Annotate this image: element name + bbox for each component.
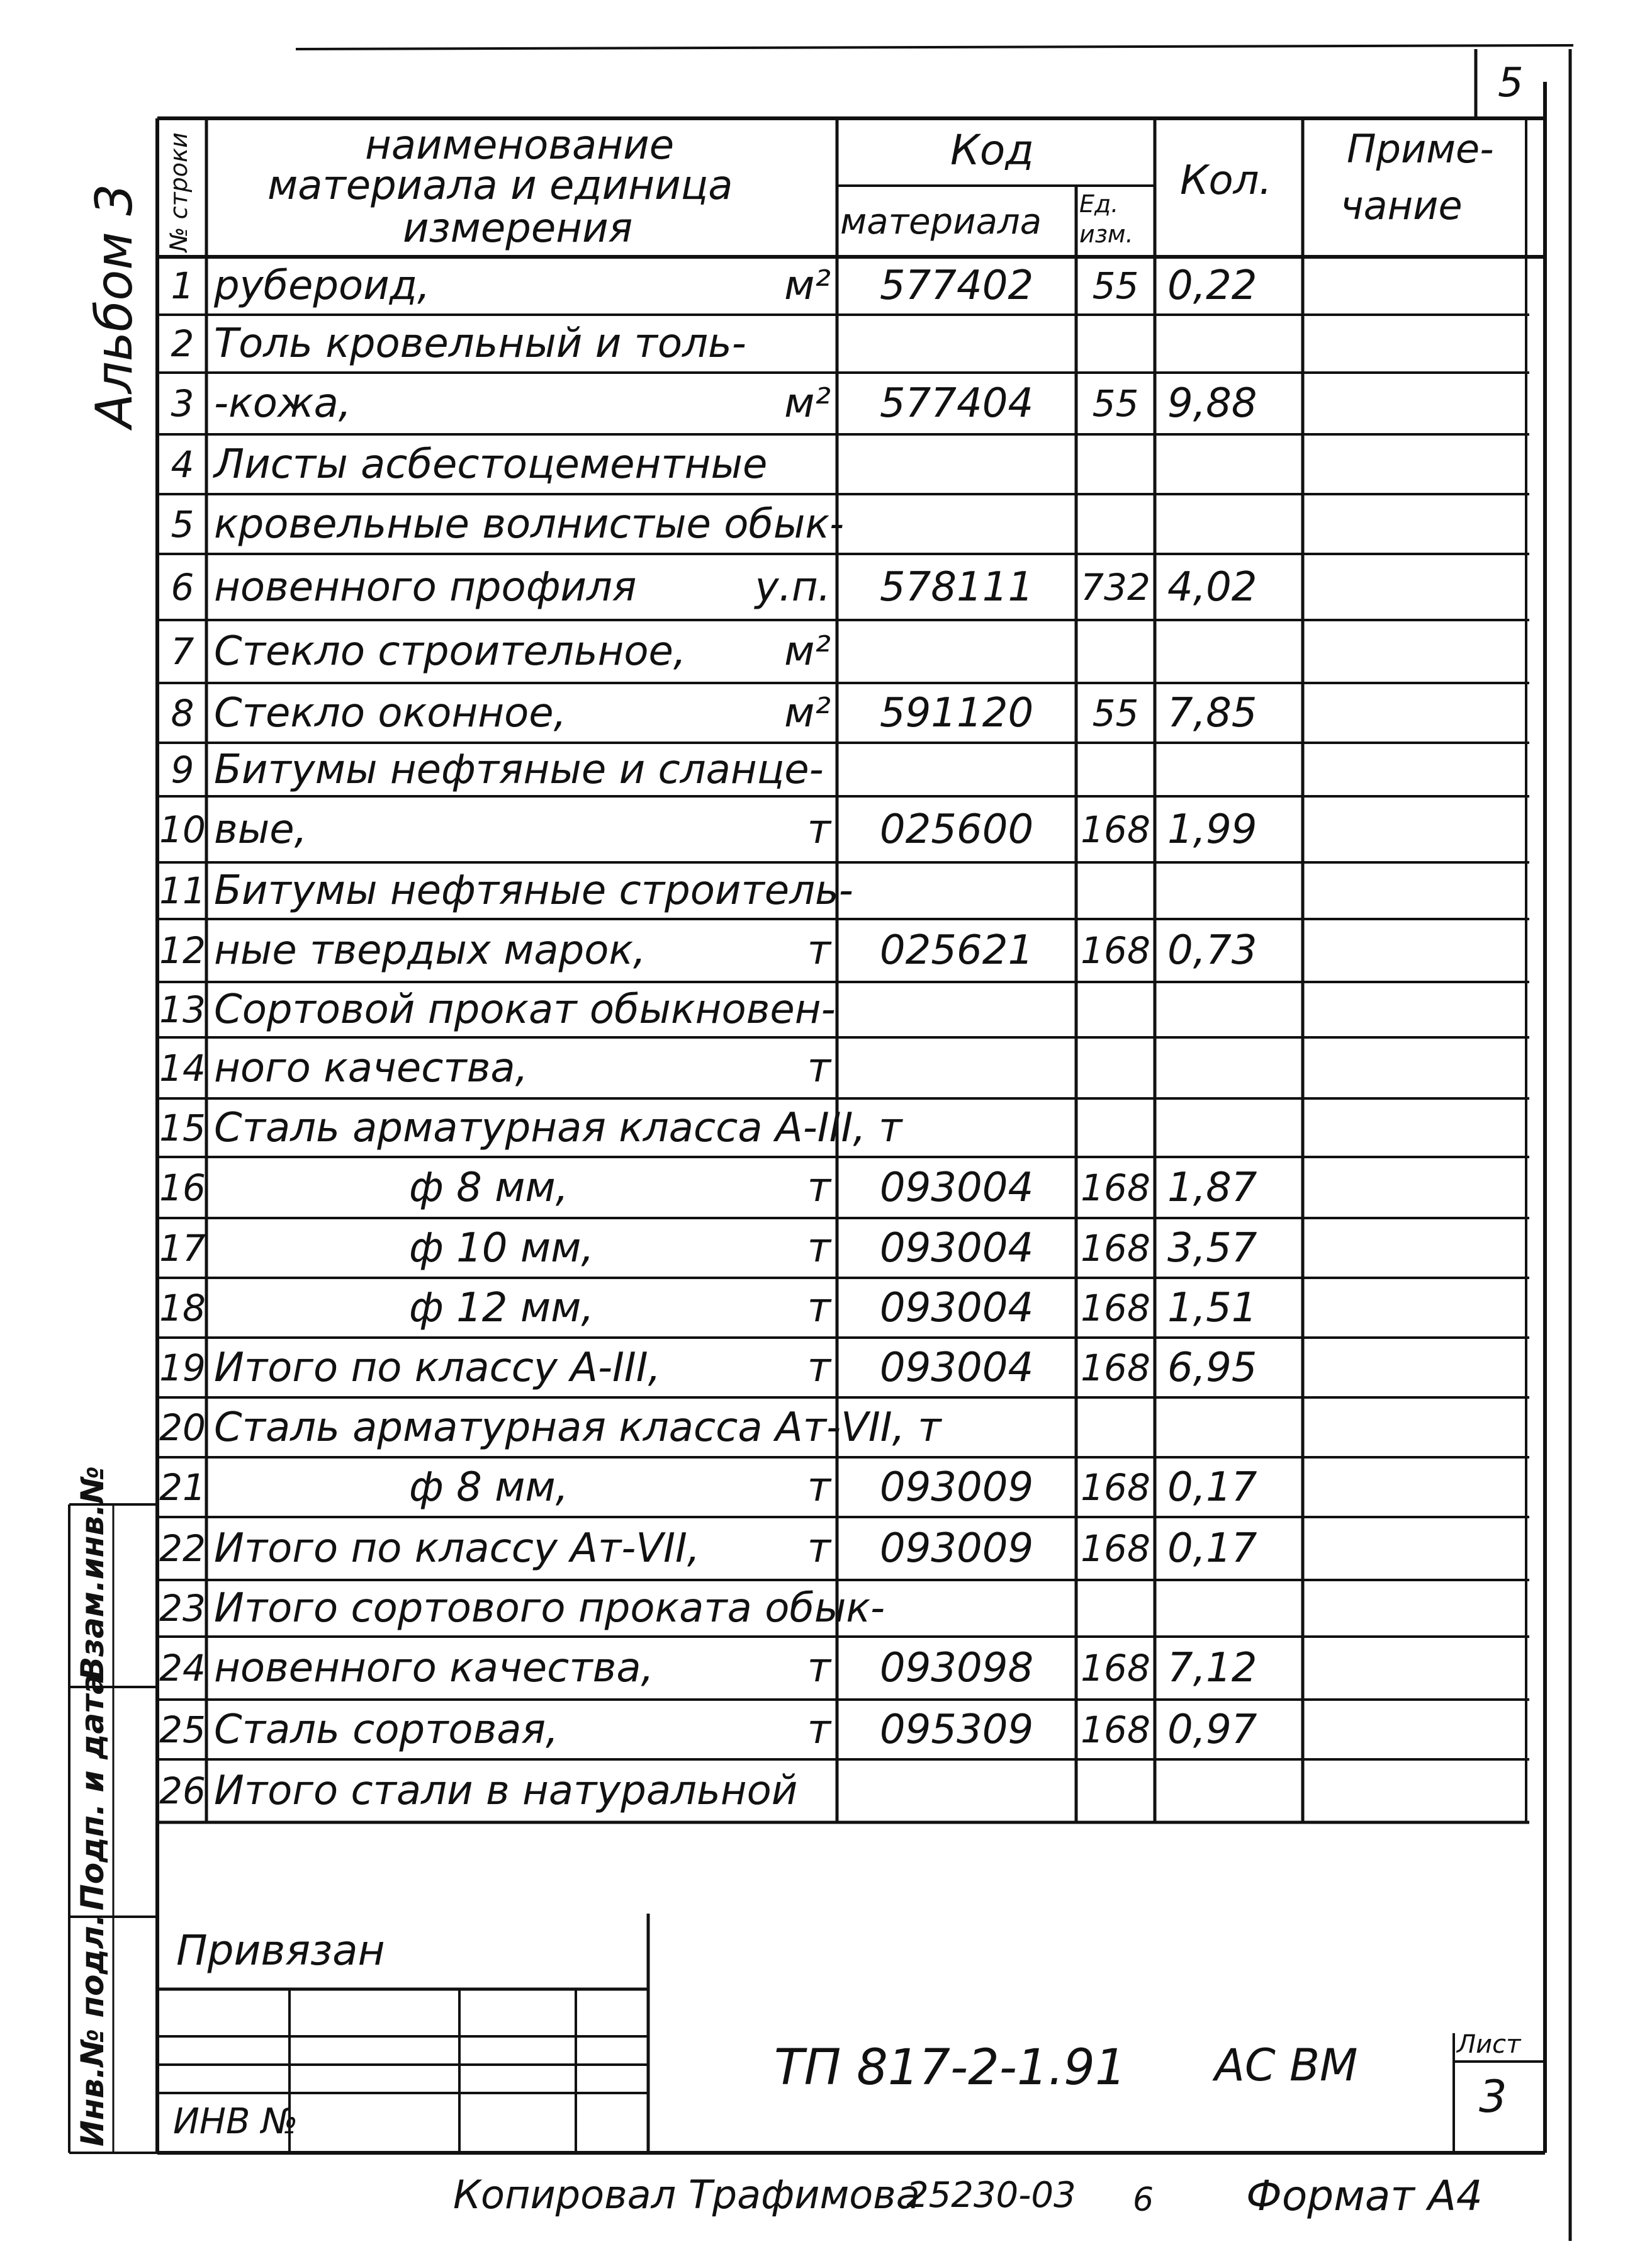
row-quantity <box>1167 620 1300 683</box>
header-name-line3: измерения <box>403 205 633 252</box>
row-material-code <box>838 620 1075 683</box>
row-unit-code: 168 <box>1081 1286 1150 1329</box>
row-unit: м² <box>784 628 831 675</box>
row-unit-code <box>1077 982 1154 1037</box>
row-name: Битумы нефтяные и сланце- <box>214 746 824 793</box>
row-unit-code: 168 <box>1081 1527 1150 1570</box>
row-name: новенного профиля <box>214 563 637 611</box>
header-qty: Кол. <box>1180 157 1272 204</box>
row-unit-code <box>1077 1397 1154 1457</box>
row-number: 3 <box>171 382 194 425</box>
row-note <box>1306 683 1523 743</box>
row-unit-code: 168 <box>1081 808 1150 851</box>
row-unit <box>717 743 831 796</box>
stamp-privyazan: Привязан <box>176 1926 385 1975</box>
row-unit-code <box>1077 743 1154 796</box>
row-material-code: 025600 <box>879 806 1034 853</box>
row-name: Итого по классу Ат-VII, <box>214 1525 700 1572</box>
row-material-code <box>838 743 1075 796</box>
row-quantity: 0,97 <box>1167 1706 1257 1753</box>
row-unit: м² <box>784 689 831 736</box>
row-material-code: 093004 <box>879 1164 1034 1211</box>
row-unit-code: 168 <box>1081 1166 1150 1209</box>
stamp-inv-no: ИНВ № <box>173 2101 298 2142</box>
row-unit: т <box>807 1464 831 1511</box>
row-material-code <box>838 434 1075 494</box>
row-unit: т <box>807 1344 831 1391</box>
row-unit-code: 55 <box>1092 264 1139 307</box>
row-quantity: 0,22 <box>1167 262 1257 309</box>
row-unit-code <box>1077 494 1154 554</box>
row-note <box>1306 373 1523 434</box>
row-name: ф 12 мм, <box>409 1284 594 1331</box>
row-quantity <box>1167 1580 1300 1637</box>
row-number: 25 <box>159 1708 206 1751</box>
row-note <box>1306 862 1523 919</box>
album-label: Альбом 3 <box>85 184 143 428</box>
row-name: вые, <box>214 806 307 853</box>
row-unit-code: 168 <box>1081 1647 1150 1690</box>
header-note-line2: чание <box>1340 183 1463 228</box>
row-unit: у.п. <box>755 563 831 611</box>
row-quantity <box>1167 1037 1300 1098</box>
row-number: 6 <box>171 565 194 609</box>
row-number: 22 <box>159 1527 206 1570</box>
row-unit: т <box>807 927 831 974</box>
row-material-code: 577402 <box>879 262 1034 309</box>
row-quantity: 7,85 <box>1167 689 1257 736</box>
row-material-code: 093098 <box>879 1645 1034 1691</box>
row-unit <box>717 982 831 1037</box>
row-unit-code <box>1077 434 1154 494</box>
row-unit: т <box>807 1044 831 1092</box>
row-note <box>1306 1338 1523 1397</box>
row-number: 23 <box>159 1587 206 1630</box>
row-name: Итого сортового проката обык- <box>214 1585 885 1632</box>
row-unit: т <box>807 1224 831 1272</box>
footer-copied-by: Копировал Трафимова <box>453 2172 920 2218</box>
row-number: 21 <box>159 1465 206 1509</box>
row-quantity <box>1167 1098 1300 1157</box>
stamp-doc-code: ТП 817-2-1.91 <box>774 2040 1127 2096</box>
row-unit-code: 168 <box>1081 1226 1150 1270</box>
row-number: 12 <box>159 929 206 972</box>
row-name: Сталь сортовая, <box>214 1706 559 1753</box>
row-note <box>1306 1700 1523 1759</box>
row-unit: т <box>807 1706 831 1753</box>
row-material-code <box>838 315 1075 373</box>
row-unit-code <box>1077 1037 1154 1098</box>
row-number: 18 <box>159 1286 206 1329</box>
row-unit-code: 55 <box>1092 691 1139 735</box>
row-note <box>1306 1278 1523 1338</box>
row-note <box>1306 434 1523 494</box>
row-name: ф 8 мм, <box>409 1164 569 1211</box>
row-note <box>1306 1037 1523 1098</box>
row-number: 1 <box>171 264 194 307</box>
row-note <box>1306 1397 1523 1457</box>
header-row-no: № строки <box>165 132 193 252</box>
row-number: 16 <box>159 1166 206 1209</box>
stamp-sheet-no: 3 <box>1479 2071 1507 2123</box>
row-unit-code <box>1077 1580 1154 1637</box>
row-name: Итого стали в натуральной <box>214 1768 798 1814</box>
row-quantity: 1,99 <box>1167 806 1257 853</box>
header-code: Код <box>950 126 1034 174</box>
row-material-code: 093009 <box>879 1464 1034 1511</box>
stamp-section: АС ВМ <box>1215 2040 1358 2091</box>
row-quantity: 4,02 <box>1167 563 1257 611</box>
row-material-code <box>838 982 1075 1037</box>
row-unit-code: 168 <box>1081 929 1150 972</box>
row-note <box>1306 982 1523 1037</box>
row-number: 14 <box>159 1046 206 1090</box>
row-name: ного качества, <box>214 1044 528 1092</box>
row-note <box>1306 1517 1523 1580</box>
row-quantity <box>1167 982 1300 1037</box>
row-number: 24 <box>159 1647 206 1690</box>
row-note <box>1306 1759 1523 1822</box>
row-quantity: 3,57 <box>1167 1224 1257 1272</box>
row-unit-code: 168 <box>1081 1708 1150 1751</box>
row-material-code <box>838 1098 1075 1157</box>
row-note <box>1306 257 1523 315</box>
row-unit-code <box>1077 1759 1154 1822</box>
row-unit: т <box>807 1645 831 1691</box>
row-note <box>1306 1457 1523 1517</box>
header-note-line1: Приме- <box>1347 126 1494 172</box>
row-quantity <box>1167 1759 1300 1822</box>
row-quantity <box>1167 1397 1300 1457</box>
row-quantity: 1,87 <box>1167 1164 1257 1211</box>
row-note <box>1306 919 1523 982</box>
row-quantity: 6,95 <box>1167 1344 1257 1391</box>
row-quantity: 0,73 <box>1167 927 1257 974</box>
row-name: новенного качества, <box>214 1645 654 1691</box>
row-number: 20 <box>159 1406 206 1449</box>
page-number: 5 <box>1498 60 1524 106</box>
row-name: Стекло оконное, <box>214 689 566 736</box>
row-material-code <box>838 1037 1075 1098</box>
row-unit-code: 168 <box>1081 1465 1150 1509</box>
row-material-code <box>838 494 1075 554</box>
row-unit <box>717 1580 831 1637</box>
row-unit-code <box>1077 620 1154 683</box>
row-name: ф 10 мм, <box>409 1224 594 1272</box>
header-name-line2: материала и единица <box>267 162 733 209</box>
row-name: Сталь арматурная класса А-III, т <box>214 1104 902 1151</box>
row-note <box>1306 1098 1523 1157</box>
row-unit: м² <box>784 262 831 309</box>
row-quantity: 0,17 <box>1167 1525 1257 1572</box>
row-number: 11 <box>159 869 206 912</box>
row-unit <box>717 315 831 373</box>
row-unit: т <box>807 1164 831 1211</box>
row-name: Стекло строительное, <box>214 628 687 675</box>
row-unit: т <box>807 806 831 853</box>
row-unit-code: 168 <box>1081 1346 1150 1389</box>
row-note <box>1306 1580 1523 1637</box>
row-material-code <box>838 1759 1075 1822</box>
row-quantity <box>1167 494 1300 554</box>
row-number: 4 <box>171 443 194 486</box>
row-quantity <box>1167 743 1300 796</box>
header-name-line1: наименование <box>365 122 675 169</box>
row-unit <box>717 434 831 494</box>
row-quantity: 9,88 <box>1167 380 1257 427</box>
row-unit-code <box>1077 1098 1154 1157</box>
row-name: Сортовой прокат обыкновен- <box>214 986 836 1033</box>
row-name: ф 8 мм, <box>409 1464 569 1511</box>
row-note <box>1306 1637 1523 1700</box>
row-unit <box>717 862 831 919</box>
row-material-code: 093004 <box>879 1224 1034 1272</box>
row-number: 13 <box>159 988 206 1031</box>
row-note <box>1306 315 1523 373</box>
row-name: Толь кровельный и толь- <box>214 320 746 367</box>
row-name: -кожа, <box>214 380 352 427</box>
row-material-code <box>838 1580 1075 1637</box>
stamp-sheet-label: Лист <box>1457 2030 1521 2059</box>
row-material-code: 025621 <box>879 927 1034 974</box>
row-note <box>1306 796 1523 862</box>
row-name: кровельные волнистые обык- <box>214 500 845 548</box>
row-quantity <box>1167 434 1300 494</box>
row-name: Сталь арматурная класса Ат-VII, т <box>214 1404 941 1451</box>
row-note <box>1306 743 1523 796</box>
row-number: 9 <box>171 748 194 791</box>
row-unit <box>717 1759 831 1822</box>
row-note <box>1306 494 1523 554</box>
row-unit <box>717 494 831 554</box>
row-unit: т <box>807 1525 831 1572</box>
row-number: 8 <box>171 691 194 735</box>
row-name: рубероид, <box>214 262 430 309</box>
row-unit-code <box>1077 862 1154 919</box>
row-note <box>1306 554 1523 620</box>
row-number: 2 <box>171 322 194 365</box>
row-material-code <box>838 1397 1075 1457</box>
row-number: 15 <box>159 1106 206 1149</box>
row-unit-code: 55 <box>1092 382 1139 425</box>
row-material-code: 093009 <box>879 1525 1034 1572</box>
row-quantity: 0,17 <box>1167 1464 1257 1511</box>
margin-podp-data: Подп. и дата <box>74 1673 111 1910</box>
row-quantity <box>1167 315 1300 373</box>
row-material-code <box>838 862 1075 919</box>
row-unit-code: 732 <box>1081 565 1150 609</box>
row-material-code: 093004 <box>879 1284 1034 1331</box>
row-material-code: 591120 <box>879 689 1034 736</box>
footer-format: Формат А4 <box>1246 2172 1483 2220</box>
row-name: Итого по классу А-III, <box>214 1344 661 1391</box>
footer-mark: 6 <box>1133 2181 1154 2219</box>
row-name: Листы асбестоцементные <box>214 441 768 488</box>
row-note <box>1306 620 1523 683</box>
row-unit <box>717 1397 831 1457</box>
row-material-code: 577404 <box>879 380 1034 427</box>
header-code-unit: Ед. изм. <box>1079 190 1133 248</box>
row-quantity <box>1167 862 1300 919</box>
row-material-code: 093004 <box>879 1344 1034 1391</box>
row-quantity: 1,51 <box>1167 1284 1257 1331</box>
row-name: ные твердых марок, <box>214 927 646 974</box>
row-number: 19 <box>159 1346 206 1389</box>
row-number: 5 <box>171 502 194 546</box>
margin-vzam-inv: Взам.инв.№ <box>74 1465 111 1681</box>
footer-order-no: 25230-03 <box>906 2175 1076 2216</box>
row-note <box>1306 1157 1523 1218</box>
row-unit <box>717 1098 831 1157</box>
row-number: 10 <box>159 808 206 851</box>
row-number: 26 <box>159 1769 206 1812</box>
row-name: Битумы нефтяные строитель- <box>214 867 853 914</box>
row-number: 7 <box>171 630 194 673</box>
header-code-material: материала <box>840 201 1042 242</box>
row-material-code: 578111 <box>879 563 1034 611</box>
margin-inv-podl: Инв.№ подл. <box>74 1914 111 2147</box>
row-unit-code <box>1077 315 1154 373</box>
row-unit: т <box>807 1284 831 1331</box>
row-unit: м² <box>784 380 831 427</box>
row-material-code: 095309 <box>879 1706 1034 1753</box>
row-note <box>1306 1218 1523 1278</box>
row-number: 17 <box>159 1226 206 1270</box>
row-quantity: 7,12 <box>1167 1645 1257 1691</box>
